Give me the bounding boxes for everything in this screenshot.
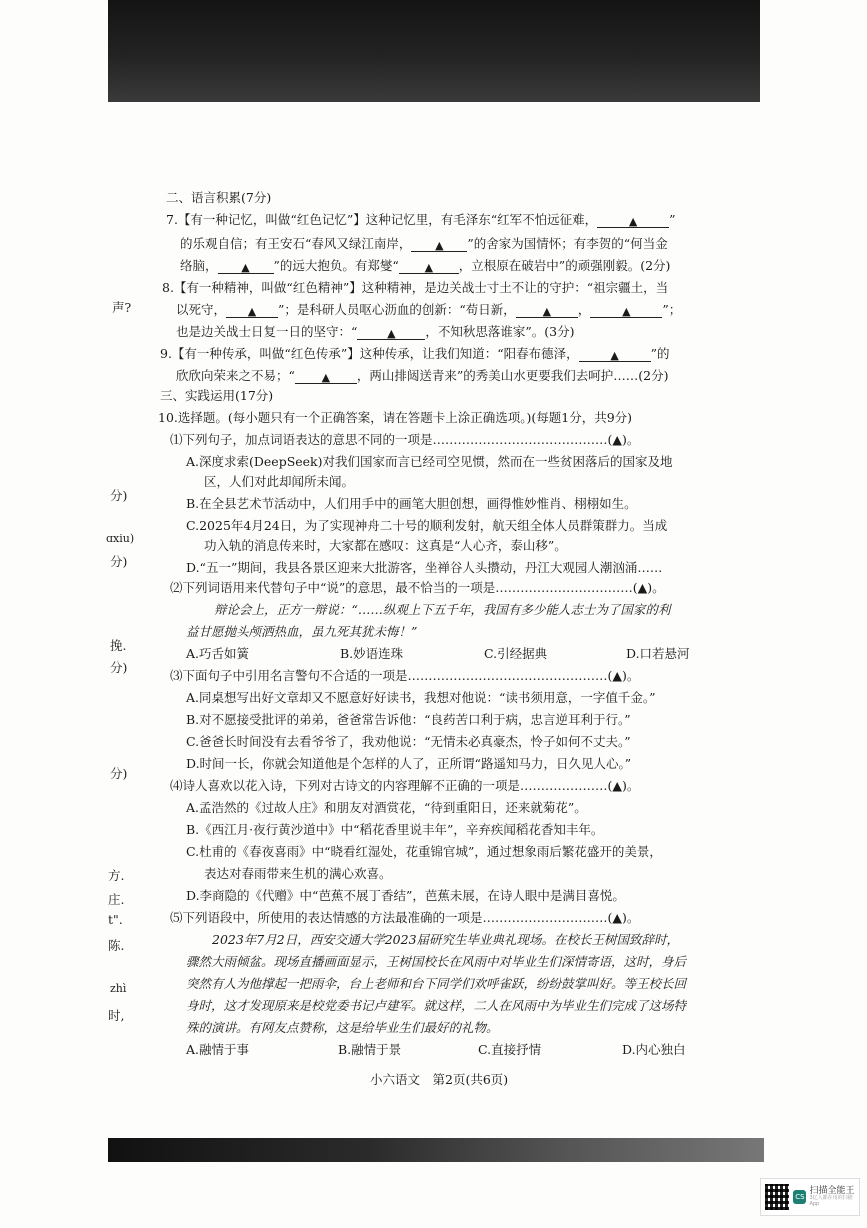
option-c[interactable]: C.引经据典 bbox=[484, 646, 548, 661]
option-a[interactable]: A.深度求索(DeepSeek)对我们国家而言已经司空见惯，然而在一些贫困落后的国家及地 bbox=[186, 454, 673, 469]
option-a[interactable]: A.融情于事 bbox=[186, 1042, 250, 1057]
answer-blank[interactable]: ▲ bbox=[399, 259, 459, 274]
scan-dark-bottom-edge bbox=[108, 1138, 764, 1162]
answer-blank[interactable]: ▲ bbox=[226, 303, 278, 318]
answer-blank[interactable]: ▲ bbox=[590, 303, 662, 318]
answer-blank[interactable]: ▲ bbox=[516, 303, 578, 318]
option-c[interactable]: C.杜甫的《春夜喜雨》中“晓看红湿处，花重锦官城”，通过想象雨后繁花盛开的美景， bbox=[186, 844, 662, 859]
option-b[interactable]: B.在全县艺术节活动中，人们用手中的画笔大胆创想，画得惟妙惟肖、栩栩如生。 bbox=[186, 496, 637, 511]
passage-line: 2023年7月2日，西安交通大学2023届研究生毕业典礼现场。在校长王树国致辞时， bbox=[212, 932, 680, 947]
quote-passage-cont: 益甘愿抛头颅洒热血，虽九死其犹未悔！” bbox=[186, 624, 418, 639]
margin-fragment: 分) bbox=[110, 660, 128, 675]
margin-fragment: 陈. bbox=[108, 938, 125, 953]
option-b[interactable]: B.妙语连珠 bbox=[340, 646, 404, 661]
option-b[interactable]: B.《西江月·夜行黄沙道中》中“稻花香里说丰年”，辛弃疾闻稻花香知丰年。 bbox=[186, 822, 604, 837]
option-a[interactable]: A.孟浩然的《过故人庄》和朋友对酒赏花，“待到重阳日，还来就菊花”。 bbox=[186, 800, 587, 815]
answer-blank[interactable]: ▲ bbox=[597, 213, 669, 228]
passage-line: 突然有人为他撑起一把雨伞，台上老师和台下同学们欢呼雀跃，纷纷鼓掌叫好。等王校长回 bbox=[186, 976, 687, 991]
subquestion-2-stem: ⑵下列词语用来代替句子中“说”的意思，最不恰当的一项是……………………………(▲)。 bbox=[170, 580, 665, 595]
option-b[interactable]: B.融情于景 bbox=[338, 1042, 402, 1057]
margin-fragment: 分) bbox=[110, 488, 128, 503]
option-d[interactable]: D.内心独白 bbox=[622, 1042, 686, 1057]
passage-line: 身时，这才发现原来是校党委书记卢建军。就这样，二人在风雨中为毕业生们完成了这场特 bbox=[186, 998, 687, 1013]
subquestion-5-stem: ⑸下列语段中，所使用的表达情感的方法最准确的一项是…………………………(▲)。 bbox=[170, 910, 640, 925]
answer-blank[interactable]: ▲ bbox=[218, 259, 274, 274]
option-d[interactable]: D.时间一长，你就会知道他是个怎样的人了，正所谓“路遥知马力，日久见人心。” bbox=[186, 756, 632, 771]
question-10-intro: 10.选择题。(每小题只有一个正确答案，请在答题卡上涂正确选项。)(每题1分，共9分) bbox=[158, 410, 633, 425]
subquestion-1-stem: ⑴下列句子，加点词语表达的意思不同的一项是……………………………………(▲)。 bbox=[170, 432, 640, 447]
subquestion-3-stem: ⑶下面句子中引用名言警句不合适的一项是…………………………………………(▲)。 bbox=[170, 668, 640, 683]
passage-line: 骤然大雨倾盆。现场直播画面显示，王树国校长在风雨中对毕业生们深情寄语，这时，身后 bbox=[186, 954, 687, 969]
answer-blank[interactable]: ▲ bbox=[295, 369, 357, 384]
margin-fragment: 方. bbox=[108, 868, 125, 883]
option-b[interactable]: B.对不愿接受批评的弟弟，爸爸常告诉他：“良药苦口利于病，忠言逆耳利于行。” bbox=[186, 712, 631, 727]
qr-code-icon bbox=[765, 1184, 789, 1210]
quote-passage: 辩论会上，正方一辩说：“……纵观上下五千年，我国有多少能人志士为了国家的利 bbox=[214, 602, 671, 617]
scanner-watermark bbox=[760, 1178, 860, 1216]
section-title: 二、语言积累(7分) bbox=[166, 190, 272, 205]
answer-blank[interactable]: ▲ bbox=[411, 237, 467, 252]
subquestion-4-stem: ⑷诗人喜欢以花入诗，下列对古诗文的内容理解不正确的一项是…………………(▲)。 bbox=[170, 778, 640, 793]
scanner-tagline: 3亿人都在用的扫描App bbox=[809, 1195, 853, 1207]
margin-fragment: 分) bbox=[110, 554, 128, 569]
question-7-line-2: 的乐观自信；有王安石“春风又绿江南岸， ▲ ”的舍家为国情怀；有李贺的“何当金 bbox=[180, 236, 668, 252]
option-a[interactable]: A.巧舌如簧 bbox=[186, 646, 250, 661]
option-a-cont: 区，人们对此却闻所未闻。 bbox=[204, 474, 355, 489]
question-7-line-3: 络脑， ▲ ”的远大抱负。有郑燮“ ▲ ，立根原在破岩中”的顽强刚毅。(2分) bbox=[180, 258, 671, 274]
margin-fragment: 声? bbox=[112, 300, 132, 315]
question-7-line-1: 7.【有一种记忆，叫做“红色记忆”】这种记忆里，有毛泽东“红军不怕远征难， ▲ ” bbox=[166, 212, 676, 228]
option-c-cont: 表达对春雨带来生机的满心欢喜。 bbox=[204, 866, 392, 881]
scanner-name: 扫描全能王 bbox=[809, 1185, 855, 1196]
scan-dark-top-edge bbox=[108, 0, 760, 102]
margin-fragment: ɑxiu) bbox=[106, 532, 135, 545]
question-8-line-1: 8.【有一种精神，叫做“红色精神”】这种精神，是边关战士寸土不让的守护：“祖宗疆土，当 bbox=[162, 280, 669, 295]
question-9-line-1: 9.【有一种传承，叫做“红色传承”】这种传承，让我们知道：“阳春布德泽， ▲ ”的 bbox=[160, 346, 670, 362]
question-9-line-2: 欣欣向荣来之不易；“ ▲ ，两山排闼送青来”的秀美山水更要我们去呵护……(2分) bbox=[176, 368, 669, 384]
margin-fragment: 分) bbox=[110, 766, 128, 781]
option-c[interactable]: C.直接抒情 bbox=[478, 1042, 542, 1057]
margin-fragment: 时, bbox=[108, 1008, 125, 1023]
option-c[interactable]: C.2025年4月24日，为了实现神舟二十号的顺利发射，航天组全体人员群策群力。当成 bbox=[186, 518, 668, 533]
option-d[interactable]: D.李商隐的《代赠》中“芭蕉不展丁香结”，芭蕉未展，在诗人眼中是满目喜悦。 bbox=[186, 888, 625, 903]
margin-fragment: 挽. bbox=[110, 638, 127, 653]
option-d[interactable]: D.“五一”期间，我县各景区迎来大批游客，坐禅谷人头攒动，丹江大观园人潮汹涌…… bbox=[186, 560, 663, 575]
question-8-line-2: 以死守， ▲ ”；是科研人员呕心沥血的创新：“苟日新， ▲ ， ▲ ”； bbox=[176, 302, 682, 318]
option-d[interactable]: D.口若悬河 bbox=[626, 646, 690, 661]
camscanner-logo-icon: CS bbox=[793, 1190, 806, 1204]
passage-line: 殊的演讲。有网友点赞称，这是给毕业生们最好的礼物。 bbox=[186, 1020, 499, 1035]
margin-fragment: t". bbox=[108, 912, 123, 927]
page-footer: 小六语文 第2页(共6页) bbox=[370, 1072, 509, 1087]
margin-fragment: zhì bbox=[110, 982, 127, 995]
answer-blank[interactable]: ▲ bbox=[357, 325, 425, 340]
option-c[interactable]: C.爸爸长时间没有去看爷爷了，我劝他说：“无情未必真豪杰，怜子如何不丈夫。” bbox=[186, 734, 631, 749]
section-title: 三、实践运用(17分) bbox=[160, 388, 274, 403]
option-c-cont: 功入轨的消息传来时，大家都在感叹：这真是“人心齐，泰山移”。 bbox=[204, 538, 567, 553]
answer-blank[interactable]: ▲ bbox=[579, 347, 651, 362]
question-8-line-3: 也是边关战士日复一日的坚守：“ ▲ ，不知秋思落谁家”。(3分) bbox=[176, 324, 575, 340]
option-a[interactable]: A.同桌想写出好文章却又不愿意好好读书，我想对他说：“读书须用意，一字值千金。” bbox=[186, 690, 656, 705]
margin-fragment: 庄. bbox=[108, 892, 125, 907]
